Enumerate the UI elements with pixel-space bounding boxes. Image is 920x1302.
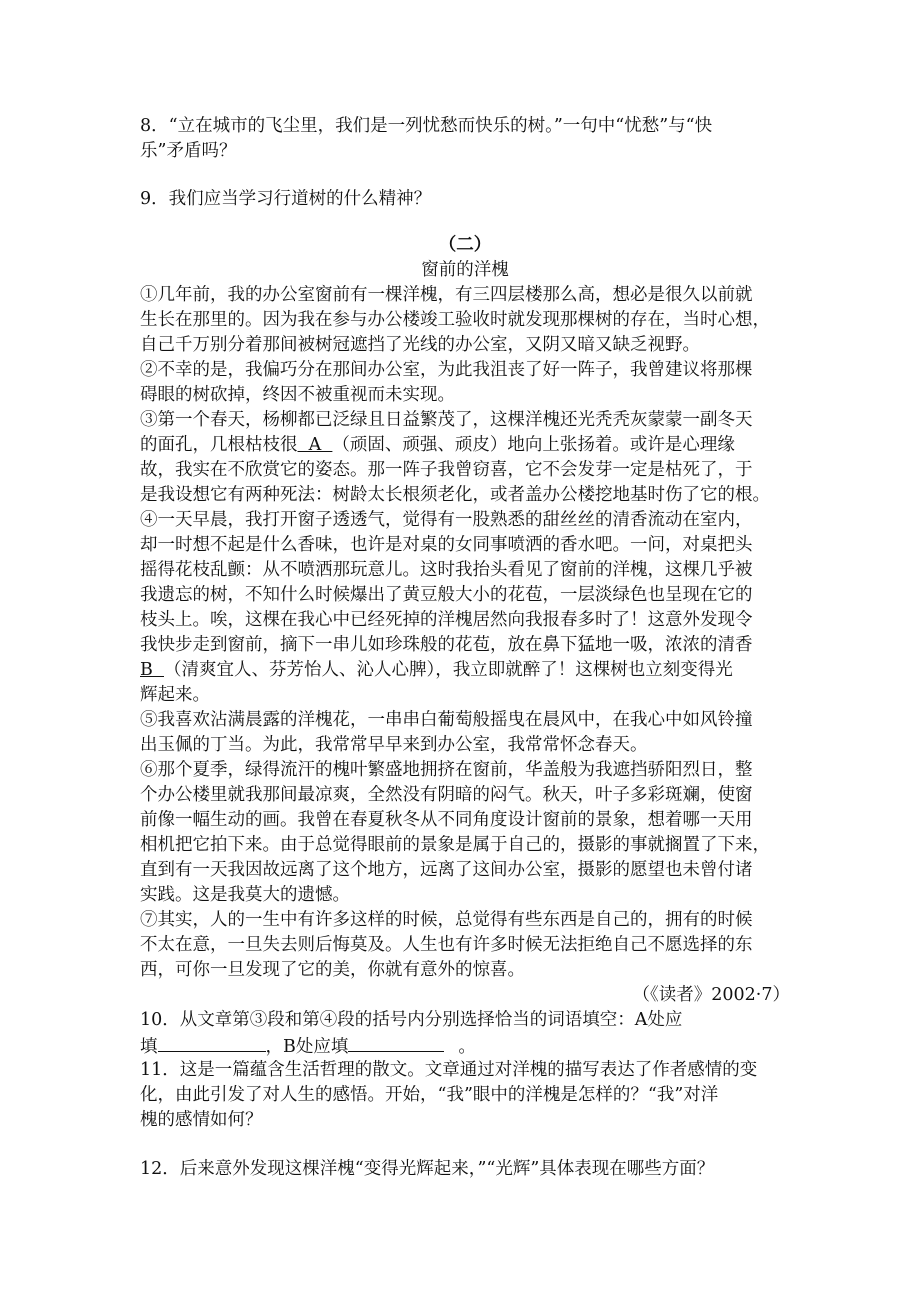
question-10-line-1: 10．从文章第③段和第④段的括号内分别选择恰当的词语填空：A处应 bbox=[140, 1010, 683, 1030]
paragraph-2-line: ②不幸的是，我偏巧分在那间办公室，为此我沮丧了好一阵子，我曾建议将那棵 bbox=[140, 360, 753, 380]
paragraph-3-line: 故，我实在不欣赏它的姿态。那一阵子我曾窃喜，它不会发芽一定是枯死了，于 bbox=[140, 460, 753, 480]
question-8-line-1: 8．“立在城市的飞尘里，我们是一列忧愁而快乐的树。”一句中“忧愁”与“快 bbox=[140, 116, 713, 136]
answer-blank-a[interactable] bbox=[158, 1033, 266, 1052]
paragraph-3-text: （顽固、顽强、顽皮）地向上张扬着。或许是心理缘 bbox=[332, 435, 735, 455]
paragraph-4-line: 摇得花枝乱颤：从不喷洒那玩意儿。这时我抬头看见了窗前的洋槐，这棵几乎被 bbox=[140, 560, 753, 580]
paragraph-3-text: 的面孔，几根枯枝很 bbox=[140, 435, 298, 455]
paragraph-1-line: 生长在那里的。因为我在参与办公楼竣工验收时就发现那棵树的存在，当时心想， bbox=[140, 310, 770, 330]
question-10-text: ，B处应填 bbox=[265, 1037, 349, 1057]
paragraph-4-line: ④一天早晨，我打开窗子透透气，觉得有一股熟悉的甜丝丝的清香流动在室内， bbox=[140, 510, 753, 530]
question-11-line: 11．这是一篇蕴含生活哲理的散文。文章通过对洋槐的描写表达了作者感情的变 bbox=[140, 1060, 758, 1080]
paragraph-2-line: 碍眼的树砍掉，终因不被重视而未实现。 bbox=[140, 385, 455, 405]
paragraph-6-line: 前像一幅生动的画。我曾在春夏秋冬从不同角度设计窗前的景象，想着哪一天用 bbox=[140, 810, 753, 830]
paragraph-6-line: 个办公楼里就我那间最凉爽，全然没有阴暗的闷气。秋天，叶子多彩斑斓，使窗 bbox=[140, 785, 753, 805]
paragraph-7-line: 西，可你一旦发现了它的美，你就有意外的惊喜。 bbox=[140, 960, 525, 980]
paragraph-5-line: 出玉佩的丁当。为此，我常常早早来到办公室，我常常怀念春天。 bbox=[140, 735, 648, 755]
paragraph-1-line: 自己千万别分着那间被树冠遮挡了光线的办公室，又阴又暗又缺乏视野。 bbox=[140, 335, 700, 355]
paragraph-4-line: 却一时想不起是什么香味，也许是对桌的女同事喷洒的香水吧。一问，对桌把头 bbox=[140, 535, 753, 555]
blank-b: B bbox=[140, 660, 164, 680]
paragraph-6-line: ⑥那个夏季，绿得流汗的槐叶繁盛地拥挤在窗前，华盖般为我遮挡骄阳烈日，整 bbox=[140, 760, 753, 780]
section-number: （二） bbox=[438, 235, 492, 255]
paragraph-3-line bbox=[140, 433, 790, 458]
paragraph-6-line: 相机把它拍下来。由于总觉得眼前的景象是属于自己的，摄影的事就搁置了下来， bbox=[140, 835, 770, 855]
article-source: （《读者》2002·7） bbox=[632, 985, 790, 1005]
article-title: 窗前的洋槐 bbox=[421, 260, 509, 280]
blank-a: A bbox=[297, 435, 333, 455]
question-10-line-2 bbox=[140, 1033, 790, 1058]
question-9: 9．我们应当学习行道树的什么精神？ bbox=[140, 189, 432, 209]
paragraph-4-line: 我快步走到窗前，摘下一串儿如珍珠般的花苞，放在鼻下猛地一吸，浓浓的清香 bbox=[140, 635, 753, 655]
paragraph-7-line: ⑦其实，人的一生中有许多这样的时候，总觉得有些东西是自己的，拥有的时候 bbox=[140, 910, 753, 930]
question-12: 12．后来意外发现这棵洋槐“变得光辉起来，”“光辉”具体表现在哪些方面？ bbox=[140, 1159, 715, 1179]
paragraph-6-line: 直到有一天我因故远离了这个地方，远离了这间办公室，摄影的愿望也未曾付诸 bbox=[140, 860, 753, 880]
question-10-text: 。 bbox=[458, 1037, 476, 1057]
question-10-text: 填 bbox=[140, 1037, 158, 1057]
paragraph-6-line: 实践。这是我莫大的遗憾。 bbox=[140, 885, 350, 905]
question-8-line-2: 乐”矛盾吗？ bbox=[140, 141, 237, 161]
paragraph-4-text: （清爽宜人、芬芳怡人、沁人心脾），我立即就醉了！这棵树也立刻变得光 bbox=[164, 660, 733, 680]
paragraph-4-line: 辉起来。 bbox=[140, 685, 210, 705]
question-11-line: 槐的感情如何？ bbox=[140, 1110, 263, 1130]
paragraph-4-line bbox=[140, 658, 790, 683]
paragraph-4-line: 枝头上。唉，这棵在我心中已经死掉的洋槐居然向我报春多时了！这意外发现令 bbox=[140, 610, 753, 630]
paragraph-5-line: ⑤我喜欢沾满晨露的洋槐花，一串串白葡萄般摇曳在晨风中，在我心中如风铃撞 bbox=[140, 710, 753, 730]
paragraph-1-line: ①几年前，我的办公室窗前有一棵洋槐，有三四层楼那么高，想必是很久以前就 bbox=[140, 285, 753, 305]
paragraph-7-line: 不太在意，一旦失去则后悔莫及。人生也有许多时候无法拒绝自己不愿选择的东 bbox=[140, 935, 753, 955]
answer-blank-b[interactable] bbox=[348, 1033, 444, 1052]
question-11-line: 化，由此引发了对人生的感悟。开始，“我”眼中的洋槐是怎样的？“我”对洋 bbox=[140, 1085, 719, 1105]
paragraph-4-line: 我遗忘的树，不知什么时候爆出了黄豆般大小的花苞，一层淡绿色也呈现在它的 bbox=[140, 585, 753, 605]
paragraph-3-line: 是我设想它有两种死法：树龄太长根须老化，或者盖办公楼挖地基时伤了它的根。 bbox=[140, 485, 770, 505]
paragraph-3-line: ③第一个春天，杨柳都已泛绿且日益繁茂了，这棵洋槐还光秃秃灰蒙蒙一副冬天 bbox=[140, 410, 753, 430]
